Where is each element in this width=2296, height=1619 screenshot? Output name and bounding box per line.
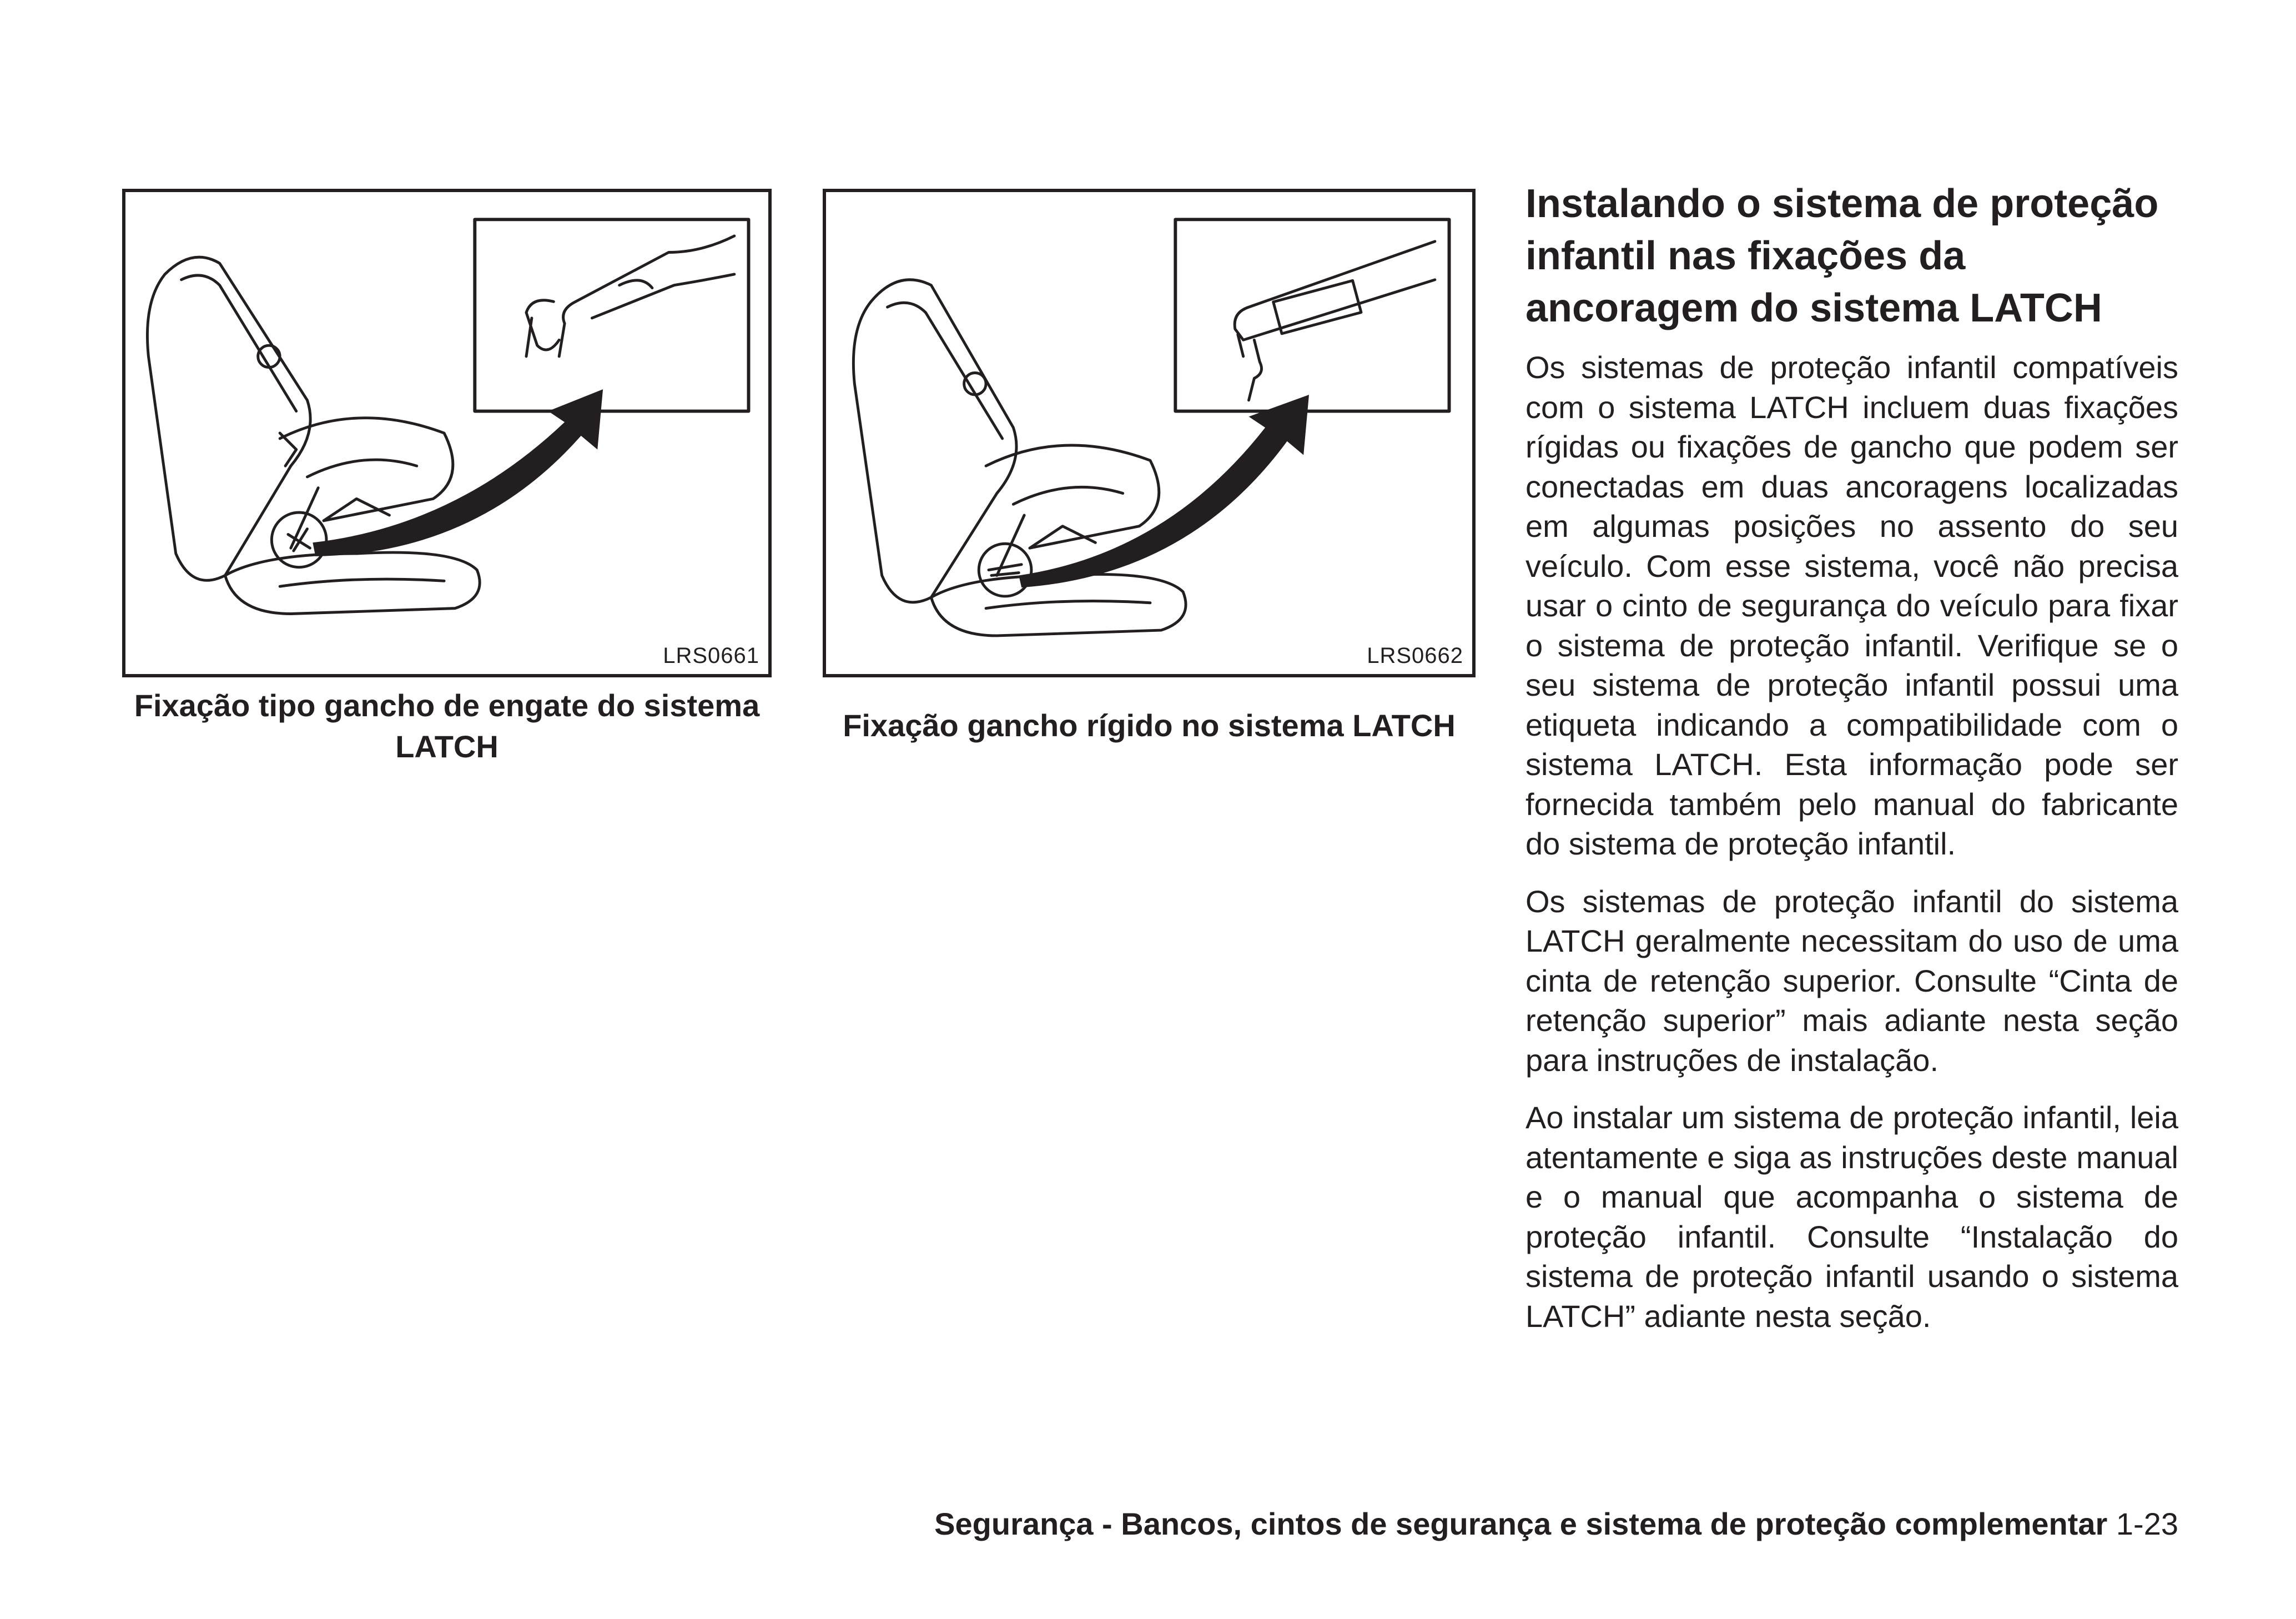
page-footer <box>934 1505 2178 1543</box>
body-paragraph: Os sistemas de proteção infantil do sistema LATCH geralmente necessitam do uso de uma cinta de retenção superior. Consulte “Cinta de retenção superior” mais adiante nesta seção para instruções de instalação. <box>1525 883 2178 1078</box>
page-number: 1-23 <box>2116 1506 2178 1541</box>
figure-code: LRS0662 <box>1367 643 1463 668</box>
body-paragraph: Ao instalar um sistema de proteção infantil, leia atentamente e siga as instruções deste manual e o manual que acompanha o sistema de proteção infantil. Consulte “Instalação do sistema de proteção infantil usando o sistema LATCH” adiante nesta seção. <box>1525 1100 2178 1334</box>
figure-caption: Fixação tipo gancho de engate do sistema LATCH <box>134 688 760 764</box>
child-seat-hook-illustration <box>125 192 768 674</box>
section-column <box>1525 178 2178 1336</box>
figure-code: LRS0661 <box>663 643 759 668</box>
figure-flexible-hook <box>122 189 772 677</box>
section-heading: Instalando o sistema de proteção infantil nas fixações da ancoragem do sistema LATCH <box>1525 182 2159 330</box>
child-seat-rigid-illustration <box>826 192 1472 674</box>
body-paragraph: Os sistemas de proteção infantil compatíveis com o sistema LATCH incluem duas fixações rígidas ou fixações de gancho que podem ser conectadas em duas ancoragens localizadas em algumas posições no assento do seu veículo. Com esse sistema, você não precisa usar o cinto de segurança do veículo para fixar o sistema de proteção infantil. Verifique se o seu sistema de proteção infantil possui uma etiqueta indicando a compatibilidade com o sistema LATCH. Esta informação pode ser fornecida também pelo manual do fabricante do sistema de proteção infantil. <box>1525 350 2178 861</box>
figure-rigid-hook <box>823 189 1476 677</box>
figure-caption: Fixação gancho rígido no sistema LATCH <box>843 708 1456 743</box>
footer-chapter-title: Segurança - Bancos, cintos de segurança e sistema de proteção complementar <box>934 1506 2108 1541</box>
